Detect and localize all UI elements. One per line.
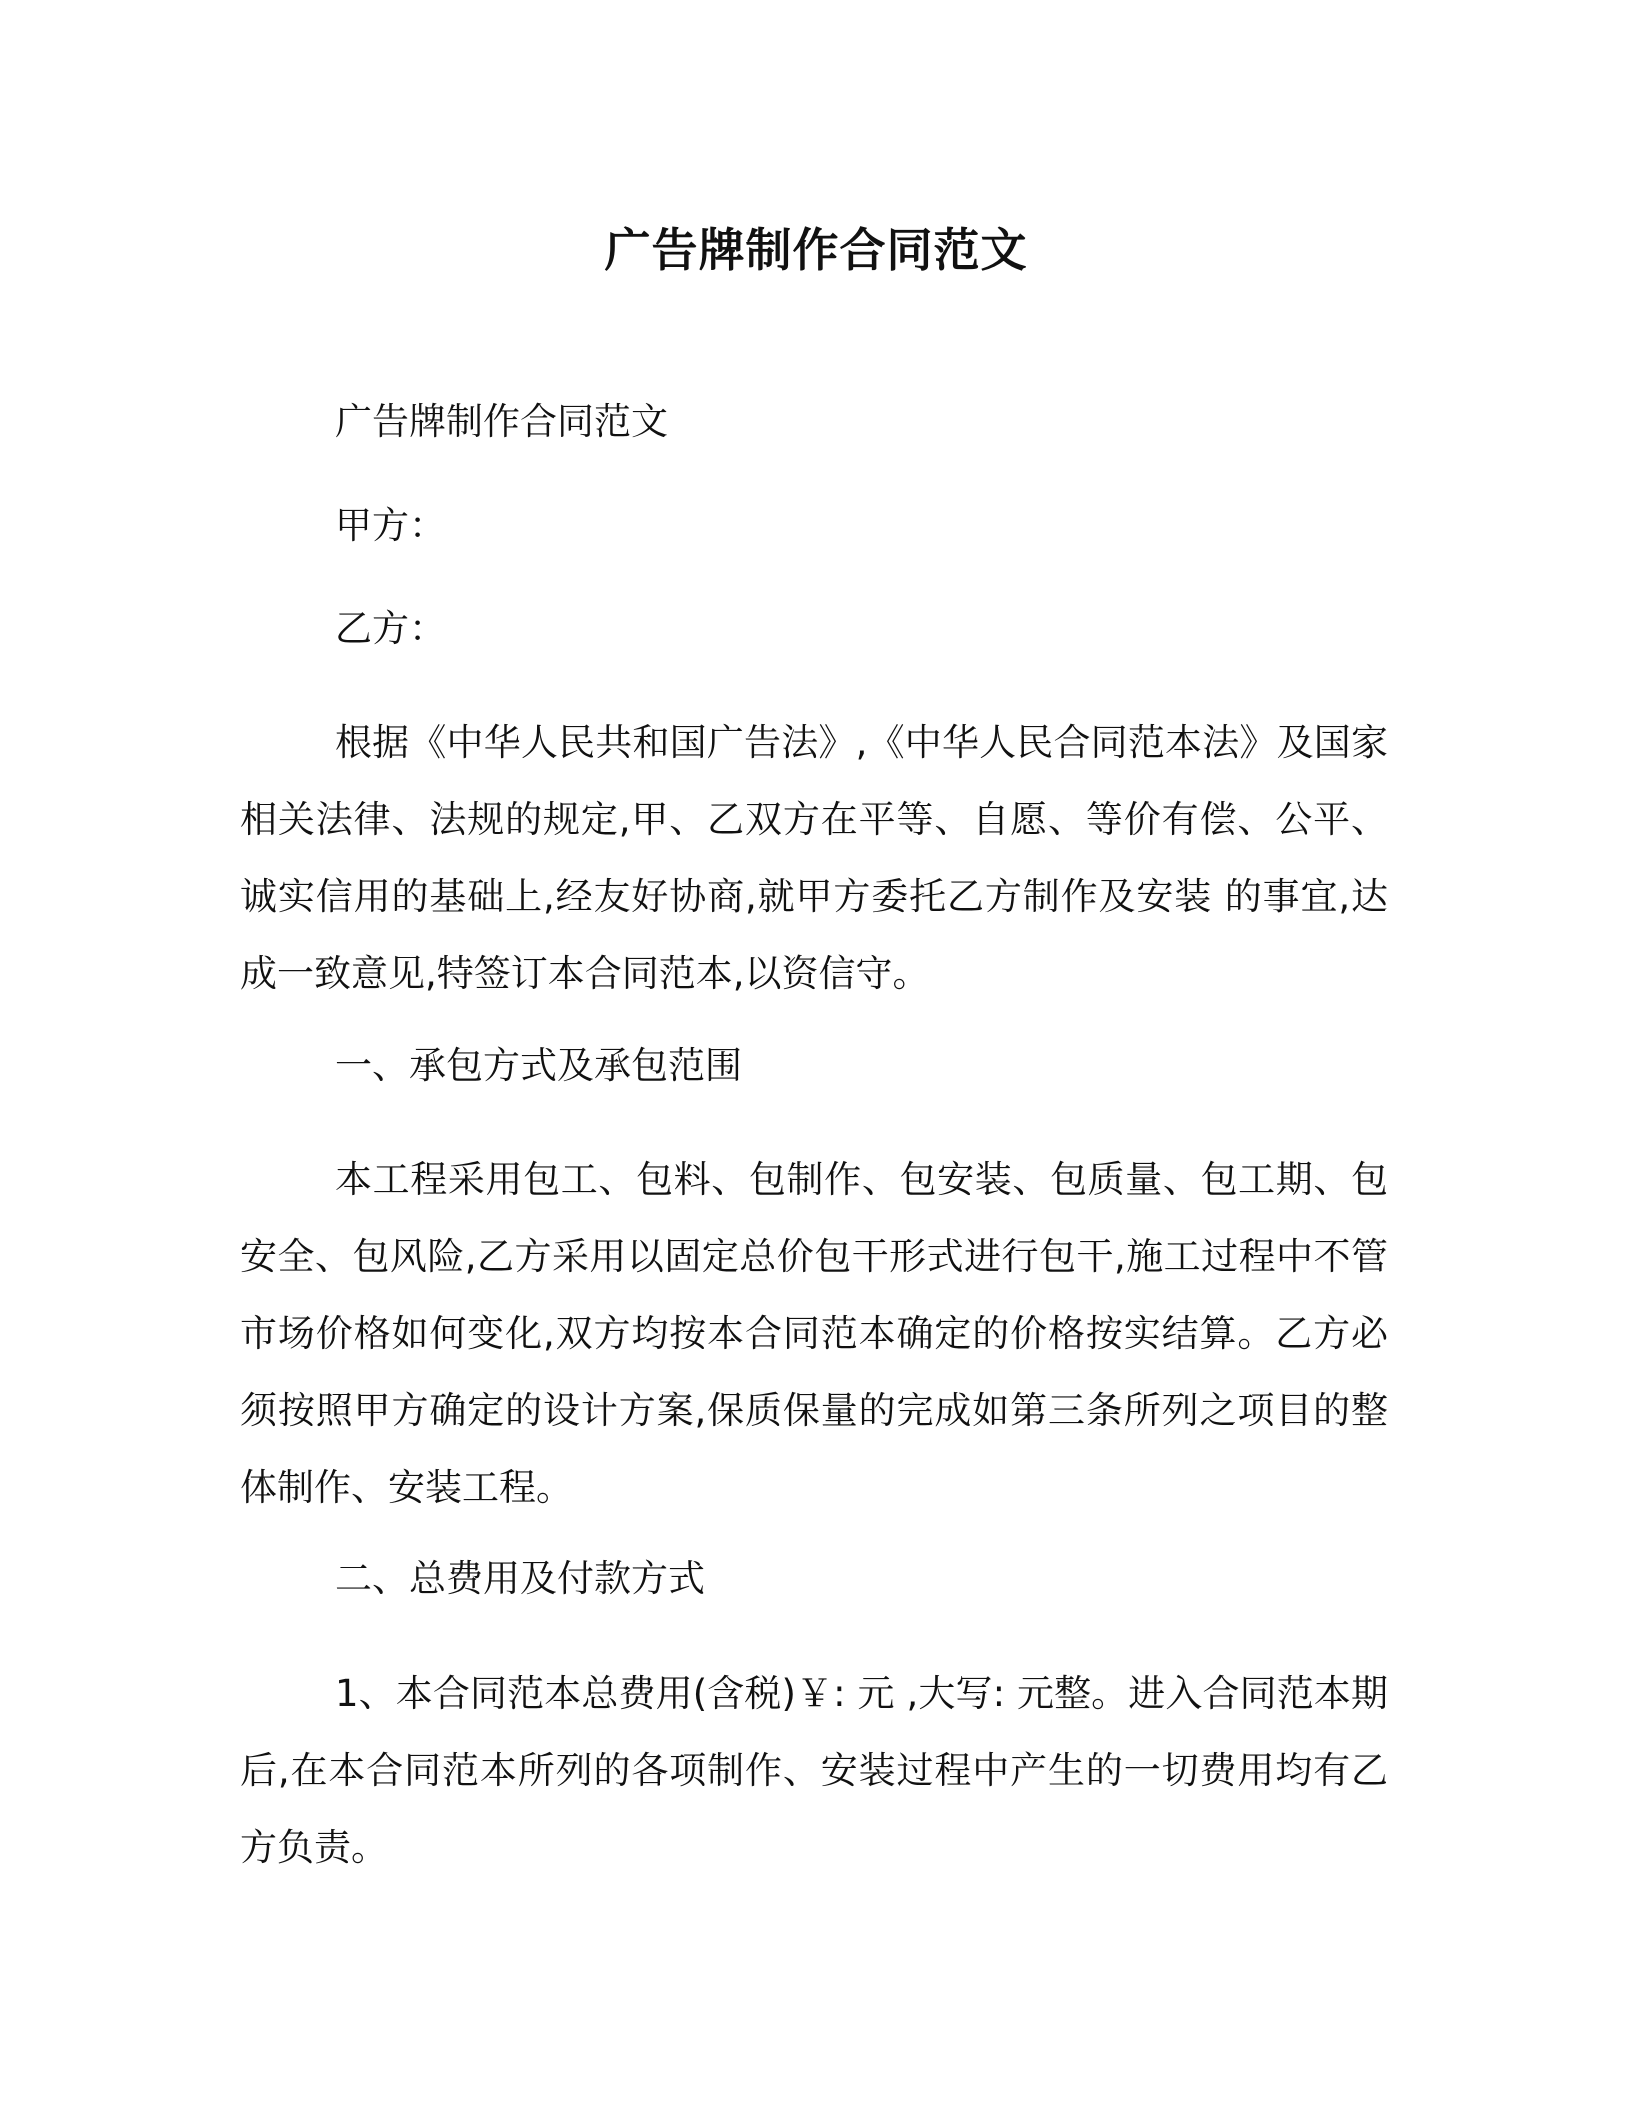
section-2-item-1: 1、本合同范本总费用(含税)￥: 元 ,大写: 元整。进入合同范本期后,在本合同范本所列的各项制作、安装过程中产生的一切费用均有乙方负责。 — [240, 1672, 1388, 1869]
section-2-heading: 二、总费用及付款方式 — [335, 1557, 705, 1600]
party-b-label: 乙方： — [335, 607, 446, 650]
section-1-heading: 一、承包方式及承包范围 — [335, 1044, 742, 1087]
section-1-paragraph: 本工程采用包工、包料、包制作、包安装、包质量、包工期、包安全、包风险,乙方采用以固定总价包干形式进行包干,施工过程中不管市场价格如何变化,双方均按本合同范本确定的价格按实结算。乙方必须按照甲方确定的设计方案,保质保量的完成如第三条所列之项目的整体制作、安装工程。 — [240, 1158, 1388, 1509]
party-a-label: 甲方： — [335, 504, 446, 547]
document-subtitle: 广告牌制作合同范文 — [335, 400, 668, 443]
intro-paragraph: 根据《中华人民共和国广告法》,《中华人民合同范本法》及国家相关法律、法规的规定,甲、乙双方在平等、自愿、等价有偿、公平、诚实信用的基础上,经友好协商,就甲方委托乙方制作及安装 的事宜,达成一致意见,特签订本合同范本,以资信守。 — [240, 721, 1388, 995]
document-title: 广告牌制作合同范文 — [604, 223, 1028, 277]
